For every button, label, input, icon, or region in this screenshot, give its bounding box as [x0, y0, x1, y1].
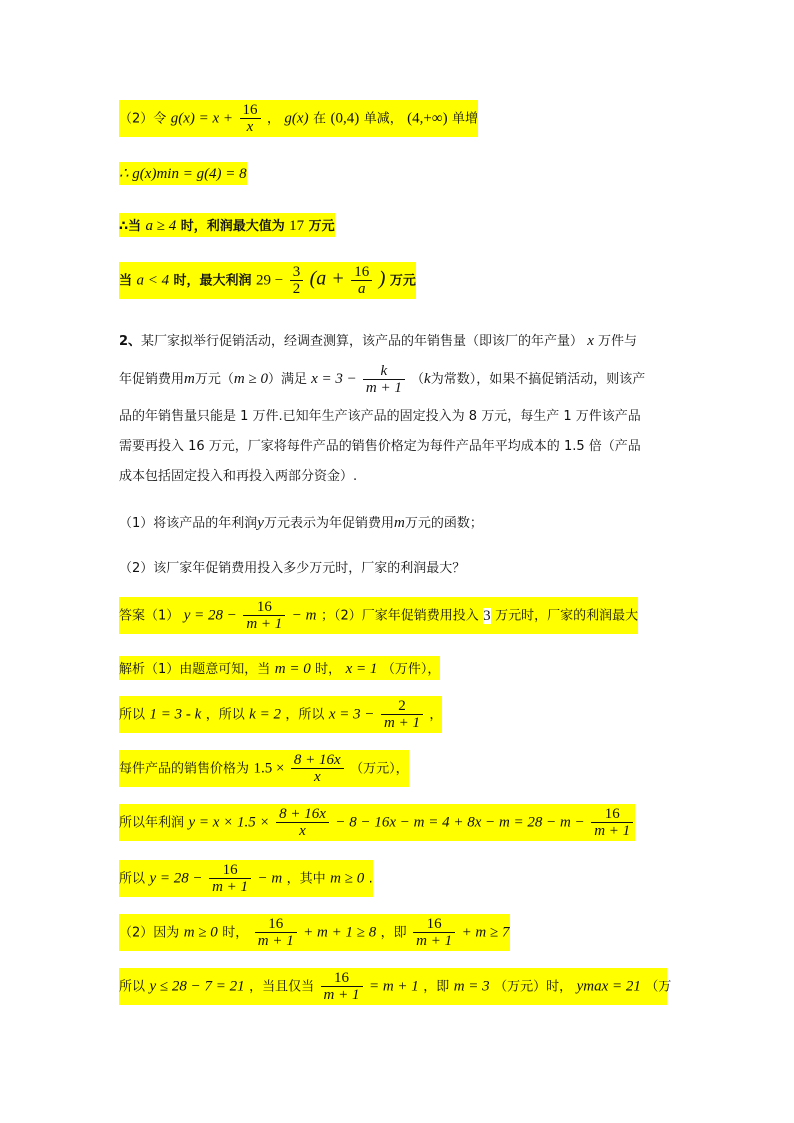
fraction: [413, 916, 455, 949]
numerator: 16: [591, 806, 633, 823]
math: g(x): [284, 110, 309, 127]
math: + m ≥ 7: [461, 924, 510, 941]
text: （万件），: [381, 662, 441, 677]
math: 1 = 3 - k: [149, 706, 202, 723]
solution-line-max-profit-a-lt-4: [119, 262, 416, 299]
denominator: m + 1: [416, 933, 453, 949]
numerator: 3: [290, 264, 304, 281]
text: （万元）时，: [494, 979, 573, 995]
math: k: [424, 371, 431, 387]
denominator: m + 1: [594, 823, 631, 839]
text: 万元时，厂家的利润最大: [495, 608, 639, 624]
text: 时，: [315, 662, 342, 677]
problem-2: [119, 326, 679, 492]
text: 年促销费用: [119, 372, 185, 387]
math: m ≥ 0: [330, 870, 365, 887]
math: + m + 1 ≥ 8: [303, 924, 377, 941]
fraction: [243, 599, 285, 632]
numerator: 16: [255, 916, 297, 933]
math: m: [393, 515, 405, 531]
math: m ≥ 0: [233, 371, 268, 387]
text: （2）令: [119, 111, 167, 127]
text: ，即: [380, 925, 407, 941]
denominator: m + 1: [246, 616, 283, 632]
problem-line-2: [119, 357, 679, 402]
text: ，: [429, 707, 443, 723]
math: y = 28 −: [149, 870, 203, 887]
denominator: m + 1: [365, 380, 402, 396]
math: ymax = 21: [576, 978, 641, 995]
fraction: [240, 102, 261, 135]
numerator: 16: [209, 862, 251, 879]
text: 所以年利润: [119, 815, 185, 831]
fraction: [351, 264, 372, 297]
math: a < 4: [136, 272, 170, 289]
problem-line-4: 需要再投入 16 万元，厂家将每件产品的销售价格定为每件产品年平均成本的 1.5 倍（产品: [119, 439, 641, 454]
text: 所以: [119, 707, 146, 723]
text: 万件与: [598, 334, 638, 349]
fraction: [255, 916, 297, 949]
text: .: [368, 871, 373, 887]
solution-line-g-definition: [119, 100, 478, 137]
numerator: 8 + 16x: [276, 806, 329, 823]
math: ): [378, 267, 386, 290]
math: y ≤ 28 − 7 = 21: [149, 978, 245, 995]
numerator: 16: [321, 970, 363, 987]
text: ，: [266, 111, 280, 127]
math: x = 3 −: [328, 706, 375, 723]
text: ，其中: [286, 871, 326, 887]
text: ，当且仅当: [249, 979, 315, 995]
text: （万元），: [350, 761, 409, 777]
denominator: m + 1: [212, 879, 249, 895]
text: 每件产品的销售价格为: [119, 761, 250, 777]
fraction: [276, 806, 329, 839]
math: 1.5 ×: [253, 760, 285, 777]
question-2: （2）该厂家年促销费用投入多少万元时，厂家的利润最大？: [119, 561, 466, 576]
numerator: 16: [240, 102, 261, 119]
solution-step-5: [119, 860, 373, 897]
math: 3: [483, 607, 491, 624]
problem-line-1: [119, 326, 679, 357]
solution-step-3: [119, 750, 409, 787]
denominator: 2: [292, 281, 301, 297]
math: y = 28 −: [183, 607, 237, 624]
text: 时，利润最大值为: [180, 219, 285, 234]
text: 解析（1）由题意可知，当: [119, 662, 271, 677]
math: x = 3 −: [311, 371, 357, 387]
math: (0,4): [330, 110, 360, 127]
math: − 8 − 16x − m = 4 + 8x − m = 28 − m −: [335, 814, 585, 831]
text: （万: [645, 979, 672, 995]
denominator: m + 1: [257, 933, 294, 949]
math: x: [587, 333, 594, 349]
math: = m + 1: [368, 978, 419, 995]
math: y = x × 1.5 ×: [188, 814, 270, 831]
text: 为常数），如果不搞促销活动，则该产: [430, 372, 646, 387]
text: 所以: [119, 979, 146, 995]
fraction: [363, 363, 405, 396]
text: 时，: [222, 925, 249, 941]
math: g(x) = x +: [170, 110, 234, 127]
math: − m: [257, 870, 283, 887]
math: y: [257, 515, 264, 531]
fraction: [290, 264, 304, 297]
math: (4,+∞): [407, 110, 448, 127]
denominator: x: [299, 823, 306, 839]
question-1: [119, 512, 483, 532]
solution-step-4: [119, 804, 635, 841]
problem-line-3: 品的年销售量只能是 1 万件.已知年生产该产品的固定投入为 8 万元，每生产 1 万件该产品: [119, 409, 641, 424]
numerator: k: [363, 363, 405, 380]
text: ∴当: [119, 219, 142, 234]
denominator: x: [313, 769, 321, 785]
text: （: [411, 372, 425, 387]
math: a ≥ 4: [145, 218, 177, 234]
math: (a +: [309, 267, 345, 290]
text: 在: [313, 111, 327, 127]
solution-step-6: [119, 914, 510, 951]
problem-number: 2、: [119, 334, 142, 349]
denominator: x: [246, 119, 254, 135]
problem-line-5: 成本包括固定投入和再投入两部分资金）.: [119, 469, 358, 484]
solution-line-gmin: ∴ g(x)min = g(4) = 8: [119, 162, 247, 185]
text: 所以: [119, 871, 146, 887]
math: 17: [289, 218, 305, 234]
text: ）满足: [267, 372, 307, 387]
solution-step-1: [119, 656, 440, 680]
text: ；（2）厂家年促销费用投入: [320, 608, 479, 624]
numerator: 8 + 16x: [291, 752, 344, 769]
answer-line: [119, 597, 638, 634]
numerator: 2: [381, 698, 423, 715]
text: 万元的函数；: [404, 516, 483, 531]
text: 时，最大利润: [173, 273, 252, 289]
solution-line-max-profit-a-ge-4: [119, 213, 335, 237]
math: x = 1: [345, 661, 378, 677]
math: m = 0: [274, 661, 311, 677]
denominator: a: [358, 281, 366, 297]
text: 当: [119, 273, 133, 289]
denominator: m + 1: [383, 715, 420, 731]
text: （2）因为: [119, 925, 180, 941]
math: − m: [291, 607, 317, 624]
text: 答案（1）: [119, 608, 180, 624]
fraction: [209, 862, 251, 895]
text: 万元（: [194, 372, 234, 387]
math: 29 −: [256, 272, 284, 289]
math: m = 3: [453, 978, 490, 995]
fraction: [321, 970, 363, 1003]
text: 单增: [452, 111, 479, 127]
text: 单减，: [363, 111, 403, 127]
numerator: 16: [243, 599, 285, 616]
numerator: 16: [351, 264, 372, 281]
fraction: [291, 752, 344, 785]
numerator: 16: [413, 916, 455, 933]
text: ，所以: [205, 707, 245, 723]
fraction: [591, 806, 633, 839]
solution-step-7: [119, 968, 672, 1005]
text: ，所以: [285, 707, 325, 723]
text: 万元表示为年促销费用: [263, 516, 394, 531]
text: ，即: [423, 979, 450, 995]
math: m ≥ 0: [183, 924, 218, 941]
text: 万元: [308, 219, 335, 234]
text: 万元: [389, 273, 416, 289]
solution-step-2: [119, 696, 442, 733]
text: （1）将该产品的年利润: [119, 516, 258, 531]
text: 某厂家拟举行促销活动，经调查测算，该产品的年销售量（即该厂的年产量）: [141, 334, 584, 349]
fraction: [381, 698, 423, 731]
denominator: m + 1: [323, 987, 360, 1003]
math: m: [184, 371, 195, 387]
math: k = 2: [249, 706, 281, 723]
